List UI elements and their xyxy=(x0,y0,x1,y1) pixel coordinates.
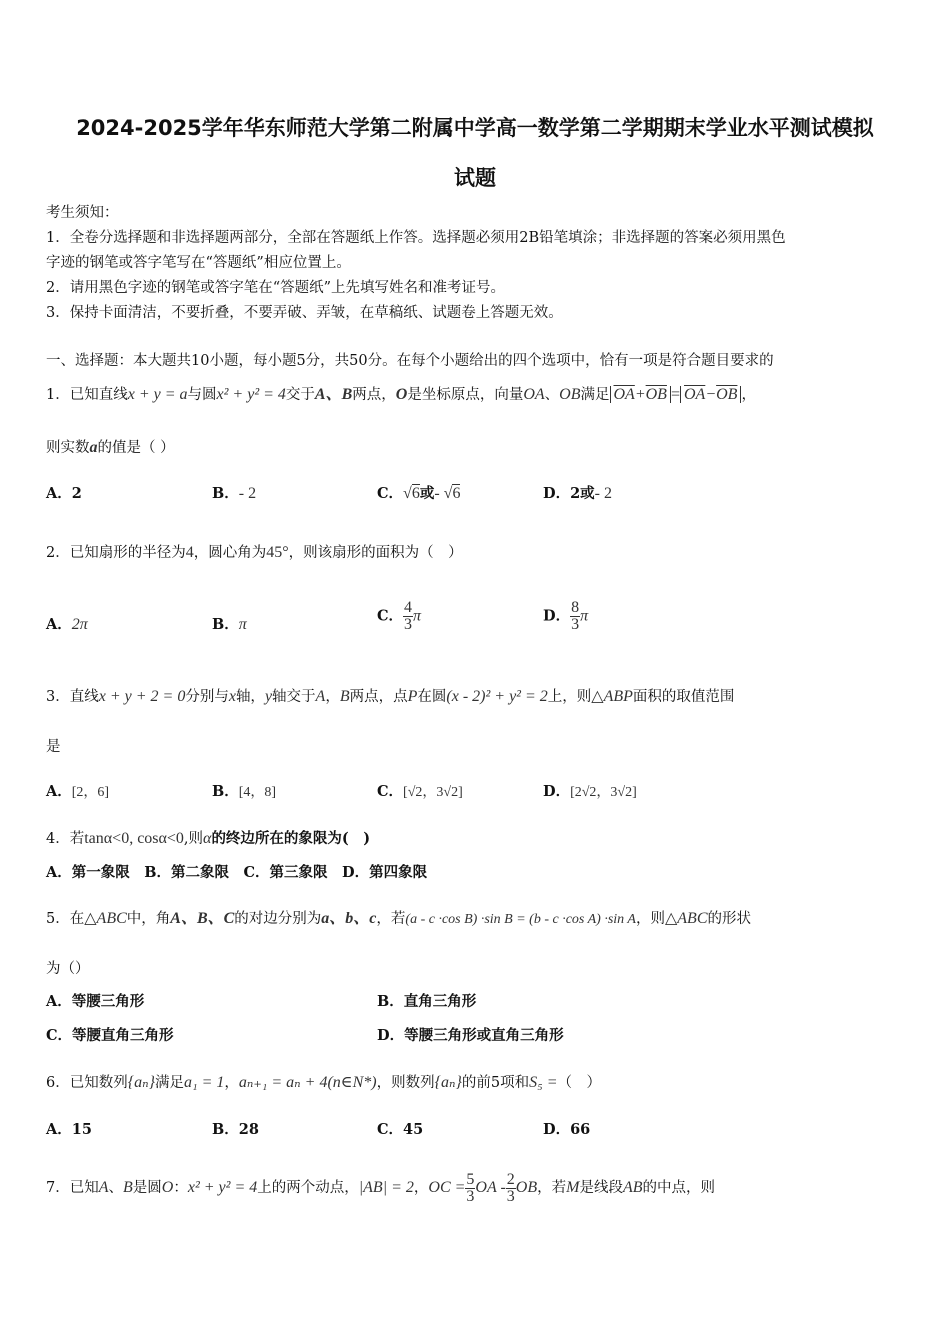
fraction: $\frac{5}{3}$ xyxy=(466,1170,475,1205)
notice-item-3: 3．保持卡面清洁，不要折叠，不要弄破、弄皱，在草稿纸、试题卷上答题无效。 xyxy=(46,305,563,321)
question-5-cont: 为（） xyxy=(46,961,90,977)
q6-option-d[interactable]: D．66 xyxy=(543,1121,591,1138)
fraction: $\frac{2}{3}$ xyxy=(506,1170,515,1205)
question-1: 1．已知直线x + y = a与圆x² + y² = 4交于A、B两点，O是坐标原点，向量OA、OB满足 $\overline{OA}+\overline{OB} = \overline{OA}-\overline{OB}$ ， xyxy=(46,386,756,403)
notice-item-1-cont: 字迹的钢笔或答字笔写在“答题纸”相应位置上。 xyxy=(46,255,351,271)
question-6: 6．已知数列{aₙ}满足a₁ = 1，aₙ₊₁ = aₙ + 4(n∈N*)，则数列{aₙ}的前5项和S₅ =（ ） xyxy=(46,1074,601,1091)
notice-item-1: 1．全卷分选择题和非选择题两部分，全部在答题纸上作答。选择题必须用2B铅笔填涂；非选择题的答案必须用黑色 xyxy=(46,230,786,246)
q2-option-c[interactable]: C． $\frac{4}{3}$ π xyxy=(377,599,422,633)
question-2: 2．已知扇形的半径为4，圆心角为45°，则该扇形的面积为（ ） xyxy=(46,544,463,561)
q2-option-a[interactable]: A．2π xyxy=(46,616,88,633)
exam-title-cont: 试题 xyxy=(454,166,496,190)
q1-option-a[interactable]: A．2 xyxy=(46,485,82,502)
question-3-cont: 是 xyxy=(46,739,61,755)
question-3: 3．直线x + y + 2 = 0分别与x轴，y轴交于A，B两点，点P在圆(x - 2)² + y² = 2上，则△ABP面积的取值范围 xyxy=(46,688,735,705)
question-1-cont: 则实数a的值是（ ） xyxy=(46,439,175,456)
exam-title: 2024-2025学年华东师范大学第二附属中学高一数学第二学期期末学业水平测试模拟 xyxy=(76,116,874,140)
q5-option-b[interactable]: B．直角三角形 xyxy=(377,993,477,1010)
notice-item-2: 2．请用黑色字迹的钢笔或答字笔在“答题纸”上先填写姓名和准考证号。 xyxy=(46,280,506,296)
question-4: 4．若tanα<0, cosα<0,则α的终边所在的象限为( ) xyxy=(46,830,371,847)
q5-option-c[interactable]: C．等腰直角三角形 xyxy=(46,1027,174,1044)
question-7: 7．已知A、B是圆O：x² + y² = 4上的两个动点，|AB| = 2，OC = $\frac{5}{3}$ OA - $\frac{2}{3}$ OB，若M是线段AB的中点，则 xyxy=(46,1170,715,1205)
q2-option-b[interactable]: B．π xyxy=(212,616,247,633)
vector-sum-abs: $\overline{OA}+\overline{OB}$ xyxy=(610,386,671,403)
fraction: $\frac{8}{3}$ xyxy=(571,599,580,633)
q3-option-a[interactable]: A．[2，6] xyxy=(46,783,110,800)
q5-option-a[interactable]: A．等腰三角形 xyxy=(46,993,145,1010)
q6-option-c[interactable]: C．45 xyxy=(377,1121,424,1138)
vector-diff-abs: $\overline{OA}-\overline{OB}$ xyxy=(680,386,741,403)
q3-option-b[interactable]: B．[4，8] xyxy=(212,783,277,800)
q5-option-d[interactable]: D．等腰三角形或直角三角形 xyxy=(377,1027,564,1044)
section-heading: 一、选择题：本大题共10小题，每小题5分，共50分。在每个小题给出的四个选项中，恰有一项是符合题目要求的 xyxy=(46,353,774,369)
q2-option-d[interactable]: D． $\frac{8}{3}$ π xyxy=(543,599,589,633)
question-5: 5．在△ABC中，角A、B、C的对边分别为a、b、c，若(a - c ·cos B) ·sin B = (b - c ·cos A) ·sin A，则△ABC的形状 xyxy=(46,910,751,927)
q1-option-c[interactable]: C．√6或- √6 xyxy=(377,485,461,502)
q1-option-d[interactable]: D．2或- 2 xyxy=(543,485,612,502)
q4-options[interactable]: A．第一象限 B．第二象限 C．第三象限 D．第四象限 xyxy=(46,864,428,881)
q1-option-b[interactable]: B．- 2 xyxy=(212,485,257,502)
fraction: $\frac{4}{3}$ xyxy=(404,599,413,633)
q3-option-c[interactable]: C．[√2，3√2] xyxy=(377,783,463,800)
q3-option-d[interactable]: D．[2√2，3√2] xyxy=(543,783,637,800)
q6-option-b[interactable]: B．28 xyxy=(212,1121,259,1138)
q6-option-a[interactable]: A．15 xyxy=(46,1121,92,1138)
notice-heading: 考生须知： xyxy=(46,205,119,221)
